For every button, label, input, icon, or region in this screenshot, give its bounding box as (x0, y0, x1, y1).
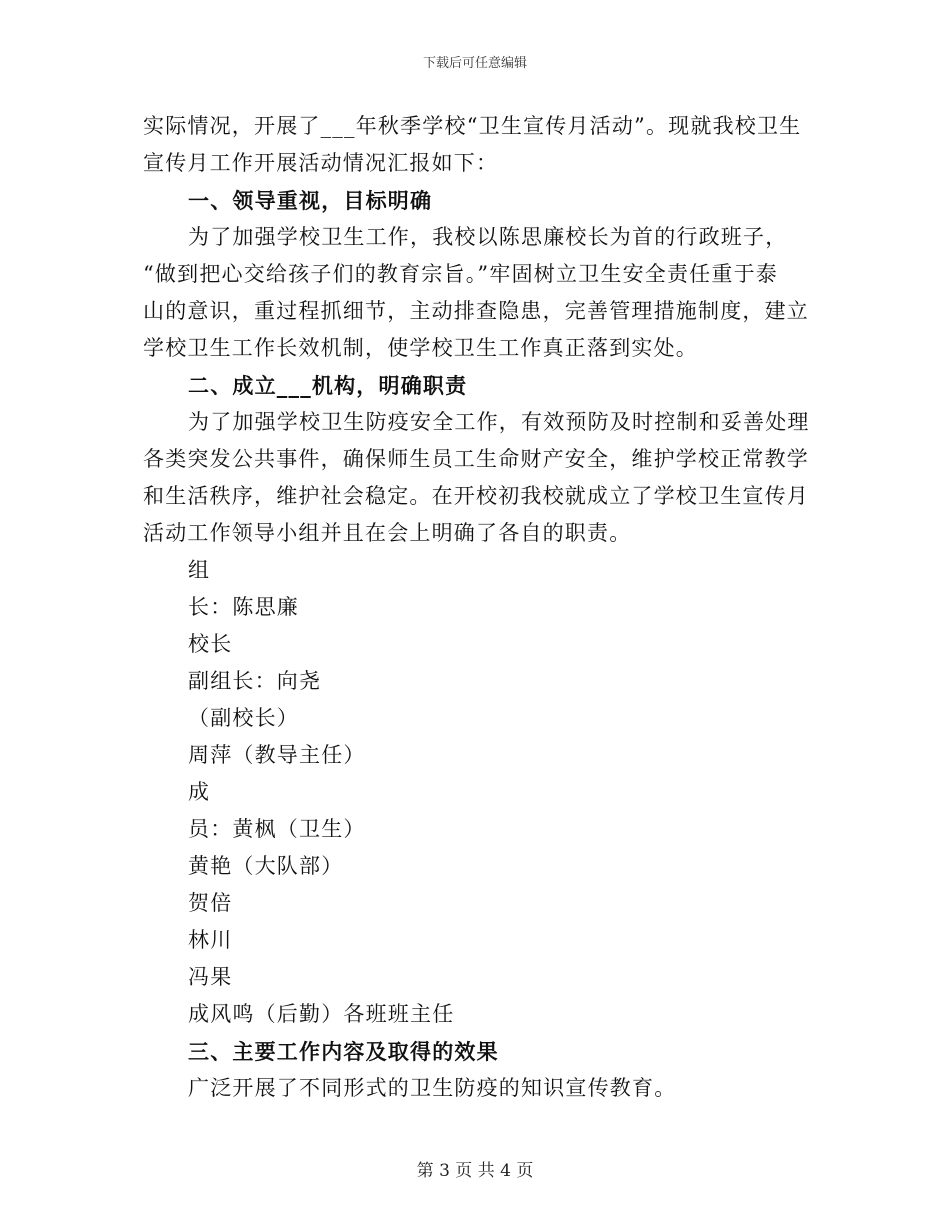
paragraph-line: 山的意识，重过程抓细节，主动排查隐患，完善管理措施制度，建立 (143, 299, 809, 323)
paragraph-line: 和生活秩序，维护社会稳定。在开校初我校就成立了学校卫生宣传月 (143, 484, 809, 508)
list-item: 成风鸣（后勤）各班班主任 (188, 1002, 455, 1026)
list-item: 员：黄枫（卫生） (188, 817, 366, 841)
paragraph-line: 各类突发公共事件，确保师生员工生命财产安全，维护学校正常教学 (143, 447, 809, 471)
list-item: 校长 (188, 632, 233, 656)
list-item: 成 (188, 780, 211, 804)
paragraph-line: 实际情况，开展了___年秋季学校“卫生宣传月活动”。现就我校卫生 (143, 114, 802, 138)
list-item: 林川 (188, 928, 233, 952)
section-heading-1: 一、领导重视，目标明确 (188, 188, 433, 213)
paragraph-line: 为了加强学校卫生防疫安全工作，有效预防及时控制和妥善处理 (188, 410, 810, 434)
paragraph-line: 活动工作领导小组并且在会上明确了各自的职责。 (143, 521, 632, 545)
paragraph-line: 为了加强学校卫生工作，我校以陈思廉校长为首的行政班子， (188, 225, 788, 249)
page-footer: 第 3 页 共 4 页 (416, 1161, 534, 1181)
section-heading-3: 三、主要工作内容及取得的效果 (188, 1039, 499, 1064)
paragraph-line: “做到把心交给孩子们的教育宗旨。”牢固树立卫生安全责任重于泰 (143, 262, 778, 286)
section-heading-2: 二、成立___机构，明确职责 (188, 373, 468, 398)
document-body (143, 108, 823, 1107)
list-item: 周萍（教导主任） (188, 743, 366, 767)
list-item: 黄艳（大队部） (188, 854, 344, 878)
list-item: 长：陈思廉 (188, 595, 299, 619)
paragraph-line: 广泛开展了不同形式的卫生防疫的知识宣传教育。 (188, 1076, 677, 1100)
list-item: 副组长：向尧 (188, 669, 322, 693)
paragraph-line: 学校卫生工作长效机制，使学校卫生工作真正落到实处。 (143, 336, 698, 360)
list-item: 组 (188, 558, 211, 582)
paragraph-line: 宣传月工作开展活动情况汇报如下： (143, 151, 499, 175)
list-item: 贺倍 (188, 891, 233, 915)
list-item: （副校长） (188, 706, 299, 730)
list-item: 冯果 (188, 965, 233, 989)
page-header: 下载后可任意编辑 (422, 56, 527, 71)
